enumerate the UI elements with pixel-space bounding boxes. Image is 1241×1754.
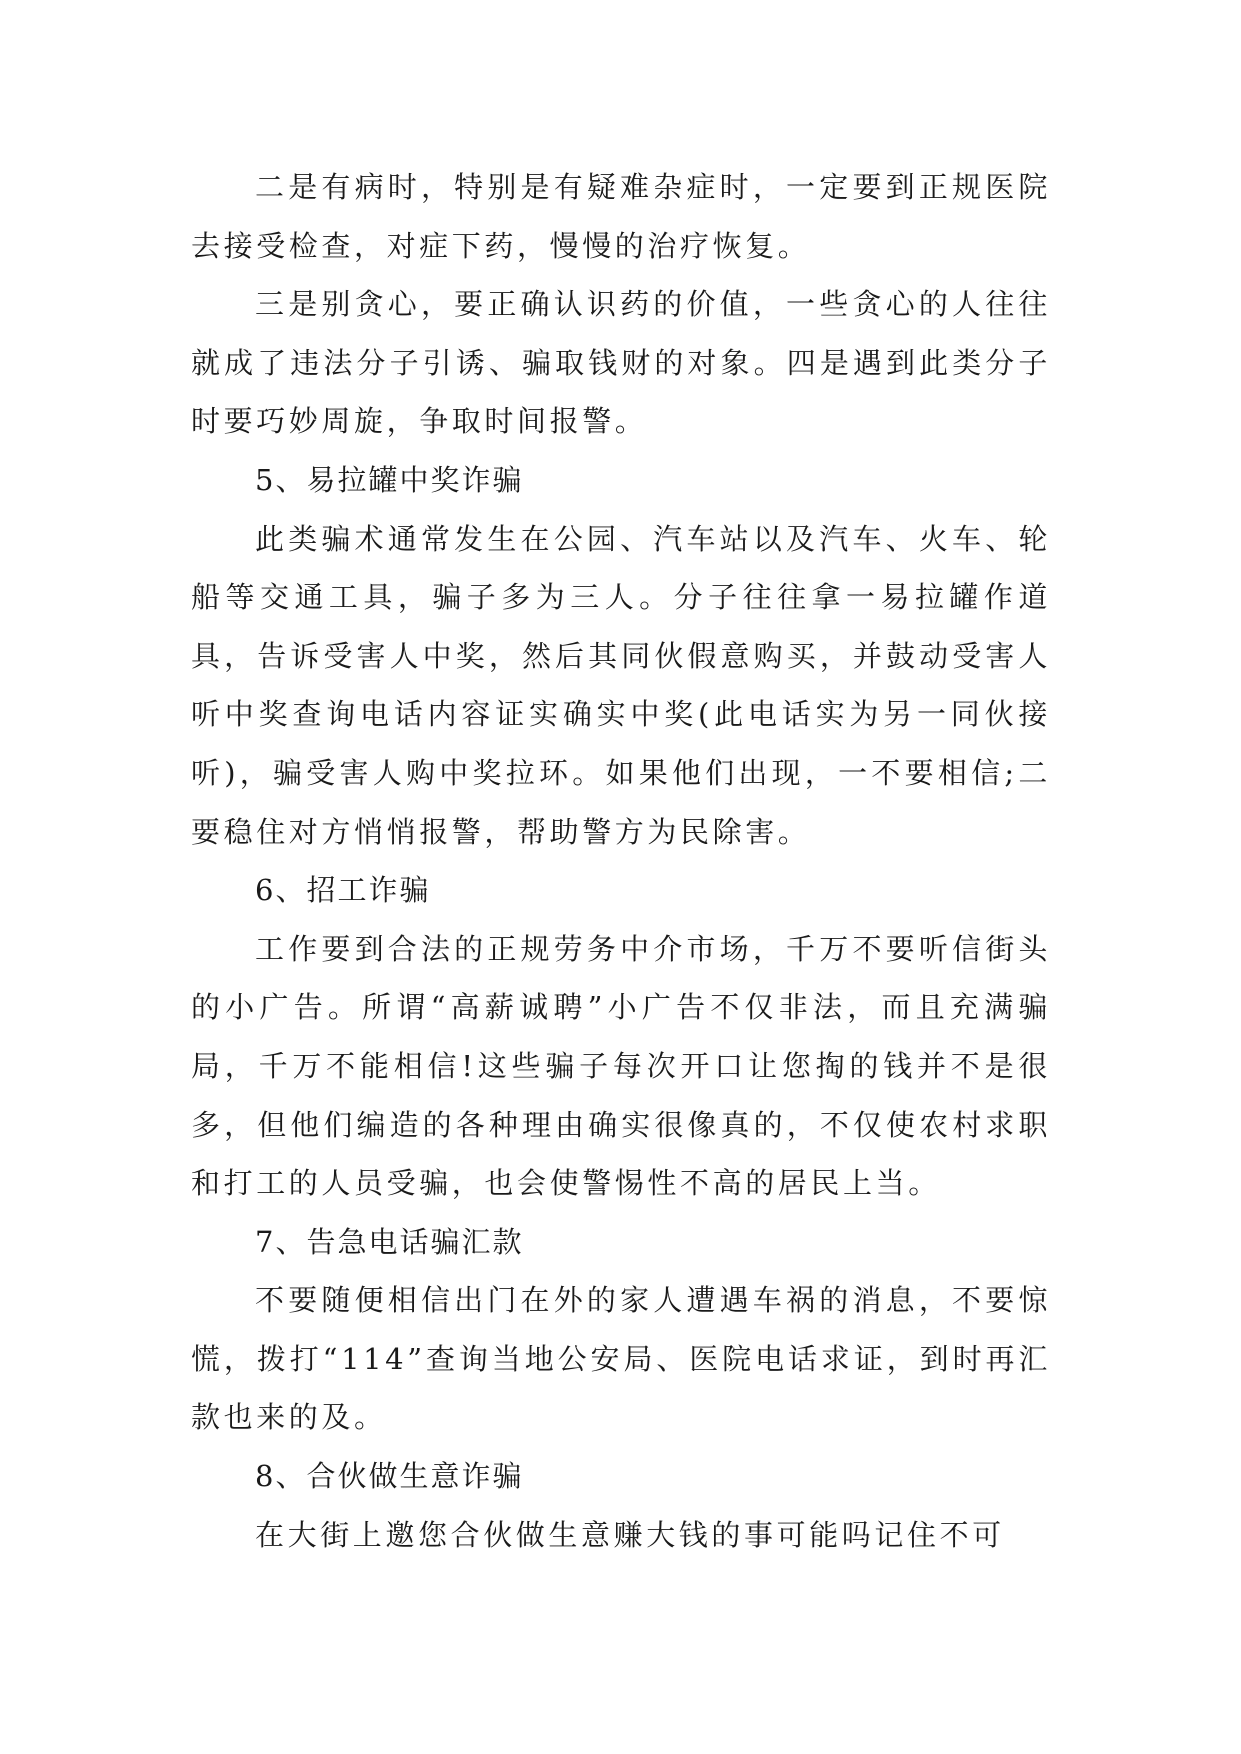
paragraph-section-5: 此类骗术通常发生在公园、汽车站以及汽车、火车、轮船等交通工具，骗子多为三人。分子往往拿一易拉罐作道具，告诉受害人中奖，然后其同伙假意购买，并鼓动受害人听中奖查询电话内容证实确实中奖(此电话实为另一同伙接听)，骗受害人购中奖拉环。如果他们出现，一不要相信;二要稳住对方悄悄报警，帮助警方为民除害。	[191, 521, 1051, 849]
section-heading-8: 8、合伙做生意诈骗	[255, 1459, 524, 1494]
paragraph-advice-2: 二是有病时，特别是有疑难杂症时，一定要到正规医院去接受检查，对症下药，慢慢的治疗恢复。	[191, 170, 1051, 263]
document-body	[191, 158, 1051, 1564]
paragraph-advice-3-4: 三是别贪心，要正确认识药的价值，一些贪心的人往往就成了违法分子引诱、骗取钱财的对象。四是遇到此类分子时要巧妙周旋，争取时间报警。	[191, 287, 1051, 439]
paragraph-section-7: 不要随便相信出门在外的家人遭遇车祸的消息，不要惊慌，拨打“114”查询当地公安局、医院电话求证，到时再汇款也来的及。	[191, 1283, 1051, 1435]
paragraph-section-8: 在大街上邀您合伙做生意赚大钱的事可能吗记住不可	[255, 1517, 1005, 1552]
section-heading-5: 5、易拉罐中奖诈骗	[255, 462, 524, 497]
section-heading-6: 6、招工诈骗	[255, 873, 431, 908]
section-heading-7: 7、告急电话骗汇款	[255, 1224, 524, 1259]
paragraph-section-6: 工作要到合法的正规劳务中介市场，千万不要听信街头的小广告。所谓“高薪诚聘”小广告不仅非法，而且充满骗局，千万不能相信!这些骗子每次开口让您掏的钱并不是很多，但他们编造的各种理由确实很像真的，不仅使农村求职和打工的人员受骗，也会使警惕性不高的居民上当。	[191, 931, 1051, 1201]
